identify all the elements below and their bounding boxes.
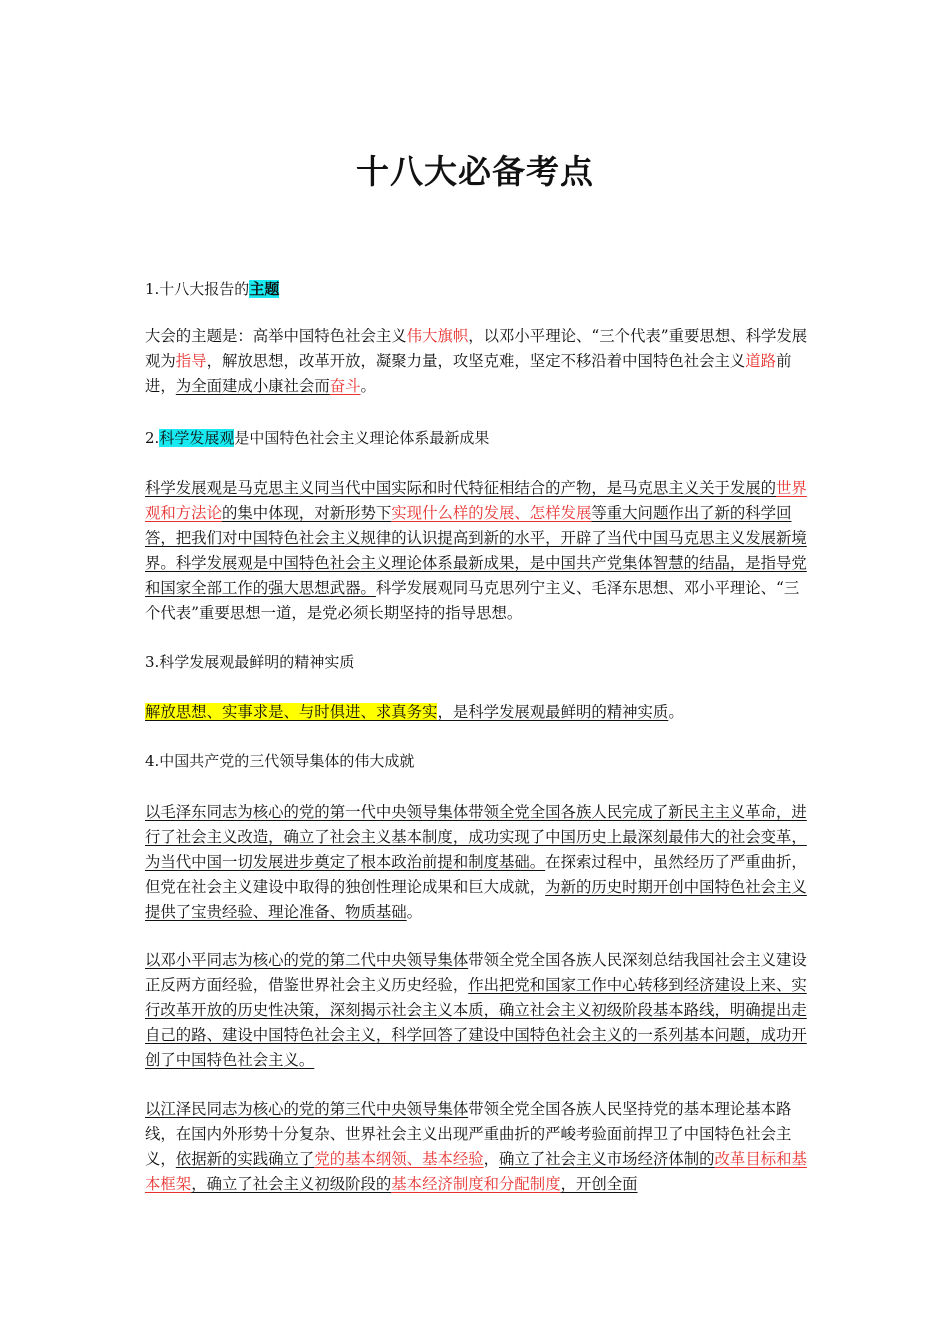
text-run: 带领全党全国各族人民坚持党的基本理论基本路线，在国内外形势十分复杂、世界社会主义出现严重曲折的严峻考验面前捍卫了中国特色社会主义， bbox=[145, 1100, 792, 1168]
text-run: 大会的主题是：高举中国特色社会主义 bbox=[145, 327, 407, 345]
red-keyword-underlined: 实现什么样的发展、怎样发展 bbox=[391, 504, 592, 522]
underlined-text: 为全面建成小康社会而 bbox=[175, 377, 330, 395]
underlined-text: 为新的历史时期开创中国特色社会主义提供了宝贵经验、理论准备、物质基础 bbox=[145, 878, 807, 921]
section-4-heading bbox=[145, 750, 808, 772]
section-3-heading-text: 3.科学发展观最鲜明的精神实质 bbox=[145, 653, 355, 671]
text-run: 。 bbox=[668, 703, 684, 721]
underlined-text: 以毛泽东同志为核心的党的第一代中央领导集体带领全党全国各族人民完成了新民主主义革命，进行了社会主义改造，确立了社会主义基本制度，成功实现了中国历史上最深刻最伟大的社会变革，为当代中国一切发展进步奠定了根本政治前提和制度基础。 bbox=[145, 803, 807, 871]
section-4-heading-text: 4.中国共产党的三代领导集体的伟大成就 bbox=[145, 752, 415, 770]
section-3-paragraph bbox=[145, 700, 808, 725]
red-keyword-underlined: 党的基本纲领、基本经验 bbox=[314, 1150, 484, 1168]
underlined-text: ，开创全面 bbox=[560, 1175, 638, 1193]
text-run: 。 bbox=[360, 377, 376, 395]
section-1-heading-prefix: 1.十八大报告的 bbox=[145, 280, 250, 298]
underlined-text: 确立了社会主义市场经济体制的 bbox=[499, 1150, 715, 1168]
red-keyword-underlined: 基本经济制度和分配制度 bbox=[391, 1175, 561, 1193]
section-1-paragraph bbox=[145, 324, 808, 399]
text-run: 带领全党全国各族人民深刻总结我国社会主义建设正反两方面经验，借鉴世界社会主义历史经验， bbox=[145, 951, 807, 994]
section-4-paragraph-1 bbox=[145, 800, 808, 925]
underlined-text: 以江泽民同志为核心的党的第三代中央领导集体 bbox=[145, 1100, 469, 1118]
highlighted-underlined-text: 解放思想、实事求是、与时俱进、求真务实 bbox=[145, 703, 438, 721]
text-run: ，以邓小平理论、“三个代表”重要思想、科学发展观为 bbox=[145, 327, 808, 370]
underlined-text: ，确立了社会主义初级阶段的 bbox=[191, 1175, 392, 1193]
section-2-heading bbox=[145, 427, 808, 449]
red-keyword: 道路 bbox=[745, 352, 777, 370]
red-keyword: 伟大旗帜 bbox=[406, 327, 469, 345]
underlined-text: 作出把党和国家工作中心转移到经济建设上来、实行改革开放的历史性决策，深刻揭示社会主义本质，确立社会主义初级阶段基本路线，明确提出走自己的路、建设中国特色社会主义，科学回答了建设中国特色社会主义的一系列基本问题，成功开创了中国特色社会主义。 bbox=[145, 976, 807, 1069]
underlined-text: 以邓小平同志为核心的党的第二代中央领导集体 bbox=[145, 951, 469, 969]
text-run: 前进， bbox=[145, 352, 792, 395]
underlined-text: 的集中体现，对新形势下 bbox=[221, 504, 392, 522]
section-2-heading-suffix: 是中国特色社会主义理论体系最新成果 bbox=[234, 429, 490, 447]
page-title: 十八大必备考点 bbox=[356, 152, 594, 191]
section-2-paragraph bbox=[145, 476, 808, 626]
underlined-text: 等重大问题作出了新的科学回答，把我们对中国特色社会主义规律的认识提高到新的水平，开辟了当代中国马克思主义发展新境界。科学发展观是中国特色社会主义理论体系最新成果，是中国共产党集体智慧的结晶，是指导党和国家全部工作的强大思想武器。 bbox=[145, 504, 807, 597]
section-4-paragraph-3 bbox=[145, 1097, 808, 1197]
underlined-text: 科学发展观是马克思主义同当代中国实际和时代特征相结合的产物，是马克思主义关于发展的 bbox=[145, 479, 777, 497]
red-keyword-underlined: 世界观和方法论 bbox=[145, 479, 807, 522]
section-3-heading bbox=[145, 651, 808, 673]
text-run: ， bbox=[483, 1150, 500, 1168]
text-run: 科学发展观同马克思列宁主义、毛泽东思想、邓小平理论、“三个代表”重要思想一道，是党必须长期坚持的指导思想。 bbox=[145, 579, 800, 622]
red-keyword-underlined: 奋斗 bbox=[329, 377, 361, 395]
red-keyword-underlined: 改革目标和基本框架 bbox=[145, 1150, 807, 1193]
section-2-heading-highlight: 科学发展观 bbox=[159, 429, 235, 447]
underlined-text: 依据新的实践确立了 bbox=[175, 1150, 315, 1168]
section-1-heading-highlight: 主题 bbox=[249, 280, 280, 298]
text-run: 在探索过程中，虽然经历了严重曲折，但党在社会主义建设中取得的独创性理论成果和巨大成就， bbox=[145, 853, 807, 896]
section-2-heading-prefix: 2. bbox=[145, 429, 160, 447]
text-run: ，解放思想，改革开放，凝聚力量，攻坚克难，坚定不移沿着中国特色社会主义 bbox=[206, 352, 746, 370]
section-4-paragraph-2 bbox=[145, 948, 808, 1073]
section-1-heading bbox=[145, 278, 808, 300]
text-run: 。 bbox=[406, 903, 423, 921]
red-keyword: 指导 bbox=[175, 352, 207, 370]
underlined-text: ，是科学发展观最鲜明的精神实质 bbox=[437, 703, 669, 721]
